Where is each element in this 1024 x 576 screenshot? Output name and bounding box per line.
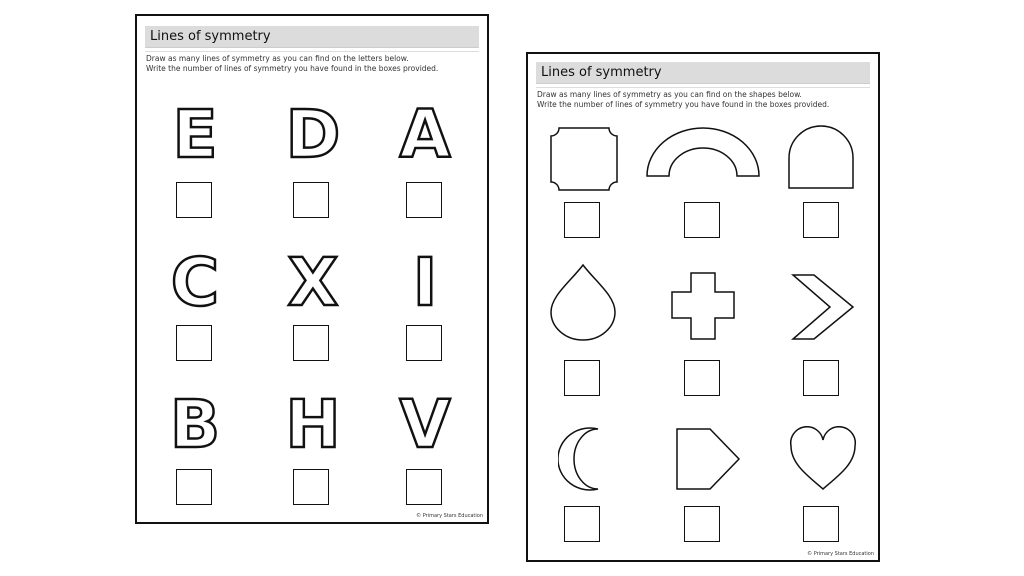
answer-box-crescent-moon[interactable]: [564, 506, 600, 542]
answer-box-a[interactable]: [406, 182, 442, 218]
letter-x: X: [287, 244, 339, 321]
teardrop-shape: [548, 262, 618, 342]
letter-h: H: [285, 386, 341, 463]
answer-box-b[interactable]: [176, 469, 212, 505]
answer-box-d[interactable]: [293, 182, 329, 218]
answer-box-notched-square[interactable]: [564, 202, 600, 238]
heart-shape: [788, 426, 858, 492]
answer-box-x[interactable]: [293, 325, 329, 361]
notched-square-shape: [549, 126, 619, 192]
answer-box-chevron[interactable]: [803, 360, 839, 396]
crescent-moon-shape: [558, 426, 608, 492]
letter-c: C: [170, 244, 220, 321]
answer-box-v[interactable]: [406, 469, 442, 505]
letter-d: D: [285, 96, 341, 173]
letters-worksheet: [135, 14, 489, 524]
cross-shape: [669, 270, 737, 342]
copyright-footer: © Primary Stars Education: [416, 513, 483, 519]
answer-box-i[interactable]: [406, 325, 442, 361]
letter-a: A: [399, 96, 451, 173]
shapes-worksheet: [526, 52, 880, 562]
instruction-line-2: Write the number of lines of symmetry you have found in the boxes provided.: [146, 64, 439, 73]
worksheet-instructions: [537, 90, 868, 110]
worksheet-title: Lines of symmetry: [145, 26, 479, 48]
answer-box-teardrop[interactable]: [564, 360, 600, 396]
answer-box-pentagon-arrow[interactable]: [684, 506, 720, 542]
letter-e: E: [172, 96, 218, 173]
answer-box-cross[interactable]: [684, 360, 720, 396]
letter-v: V: [399, 386, 451, 463]
pentagon-arrow-shape: [674, 426, 742, 492]
instruction-line-1: Draw as many lines of symmetry as you can find on the shapes below.: [537, 90, 802, 99]
letter-i: I: [412, 244, 438, 321]
chevron-shape: [790, 272, 856, 342]
arch-shape: [786, 124, 856, 190]
answer-box-heart[interactable]: [803, 506, 839, 542]
instruction-line-2: Write the number of lines of symmetry you have found in the boxes provided.: [537, 100, 830, 109]
letter-b: B: [169, 386, 221, 463]
instruction-line-1: Draw as many lines of symmetry as you can find on the letters below.: [146, 54, 409, 63]
answer-box-e[interactable]: [176, 182, 212, 218]
semicircular-arch-shape: [645, 126, 761, 180]
answer-box-c[interactable]: [176, 325, 212, 361]
worksheet-instructions: [146, 54, 477, 74]
copyright-footer: © Primary Stars Education: [807, 551, 874, 557]
worksheet-title: Lines of symmetry: [536, 62, 870, 84]
answer-box-arch[interactable]: [803, 202, 839, 238]
answer-box-semicircular-arch[interactable]: [684, 202, 720, 238]
answer-box-h[interactable]: [293, 469, 329, 505]
